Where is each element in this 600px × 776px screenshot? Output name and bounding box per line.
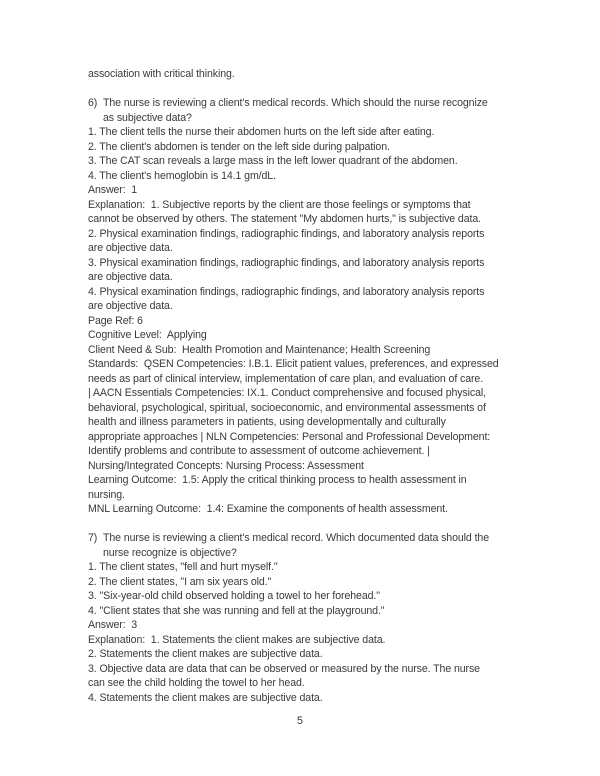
question-7-explanation-line: Explanation: 1. Statements the client makes are subjective data. [88, 633, 386, 646]
question-7-option: 4. "Client states that she was running and fell at the playground." [88, 604, 385, 617]
blank-line [88, 517, 548, 532]
question-6-page-ref: Page Ref: 6 [88, 314, 143, 327]
question-6-stem-row [88, 96, 548, 111]
question-6-explanation-line: are objective data. [88, 271, 173, 283]
question-6-standards-line: needs as part of clinical interview, implementation of care plan, and evaluation of care. [88, 372, 484, 385]
blank-line [88, 82, 548, 97]
question-6-standards-line: | AACN Essentials Competencies: IX.1. Conduct comprehensive and focused physical, [88, 387, 487, 399]
question-7-stem-line: nurse recognize is objective? [103, 546, 237, 559]
carryover-text: association with critical thinking. [88, 68, 235, 80]
question-6-option: 4. The client's hemoglobin is 14.1 gm/dL. [88, 169, 276, 182]
question-7-option: 3. "Six-year-old child observed holding a towel to her forehead." [88, 590, 380, 602]
question-6-standards-line: appropriate approaches | NLN Competencies: Personal and Professional Development: [88, 430, 491, 443]
question-7-explanation-line: 4. Statements the client makes are subjective data. [88, 691, 323, 704]
question-6-standards-line: behavioral, psychological, spiritual, socioeconomic, and environmental assessments of [88, 401, 486, 414]
question-6-explanation-line: are objective data. [88, 242, 173, 254]
question-7-stem-line: The nurse is reviewing a client's medical record. Which documented data should the [103, 532, 489, 544]
question-6-integrated-concepts: Nursing/Integrated Concepts: Nursing Process: Assessment [88, 459, 364, 472]
question-7-number: 7) [88, 532, 98, 544]
question-7-option: 1. The client states, "fell and hurt myself." [88, 561, 278, 573]
question-6-standards-line: health and illness parameters in patients, using developmentally and culturally [88, 416, 446, 428]
question-7-option: 2. The client states, "I am six years old." [88, 575, 272, 588]
question-6-explanation-line: are objective data. [88, 300, 173, 312]
question-6-learning-outcome-line: nursing. [88, 488, 125, 501]
question-6-stem-line: The nurse is reviewing a client's medical records. Which should the nurse recognize [103, 97, 488, 109]
question-6-option: 2. The client's abdomen is tender on the left side during palpation. [88, 140, 390, 153]
question-6-answer: Answer: 1 [88, 184, 138, 196]
question-6-cognitive-level: Cognitive Level: Applying [88, 329, 207, 341]
question-7-stem-row [88, 531, 548, 546]
question-6-option: 1. The client tells the nurse their abdomen hurts on the left side after eating. [88, 126, 435, 138]
question-6-number: 6) [88, 97, 98, 109]
question-6-explanation-line: cannot be observed by others. The statement "My abdomen hurts," is subjective data. [88, 213, 481, 225]
question-7-answer: Answer: 3 [88, 619, 138, 631]
question-6-explanation-line: 2. Physical examination findings, radiographic findings, and laboratory analysis reports [88, 227, 485, 240]
question-6-option: 3. The CAT scan reveals a large mass in the left lower quadrant of the abdomen. [88, 155, 458, 167]
question-6-explanation-line: Explanation: 1. Subjective reports by the client are those feelings or symptoms that [88, 198, 471, 211]
question-6-explanation-line: 4. Physical examination findings, radiographic findings, and laboratory analysis reports [88, 285, 485, 298]
question-6-explanation-line: 3. Physical examination findings, radiographic findings, and laboratory analysis reports [88, 256, 485, 269]
question-6-standards-line: Standards: QSEN Competencies: I.B.1. Elicit patient values, preferences, and expressed [88, 358, 499, 370]
document-page-body [88, 67, 548, 705]
question-6-client-need: Client Need & Sub: Health Promotion and Maintenance; Health Screening [88, 343, 431, 356]
question-6-stem-line: as subjective data? [103, 111, 192, 124]
question-7-explanation-line: 2. Statements the client makes are subjective data. [88, 648, 323, 660]
page-number: 5 [297, 715, 303, 727]
question-7-explanation-line: can see the child holding the towel to her head. [88, 677, 305, 689]
question-7-explanation-line: 3. Objective data are data that can be observed or measured by the nurse. The nurse [88, 662, 480, 675]
question-6-learning-outcome-line: Learning Outcome: 1.5: Apply the critical thinking process to health assessment in [88, 474, 467, 486]
question-6-standards-line: Identify problems and contribute to assessment of outcome achievement. | [88, 445, 430, 457]
question-6-mnl-learning-outcome: MNL Learning Outcome: 1.4: Examine the components of health assessment. [88, 503, 448, 515]
